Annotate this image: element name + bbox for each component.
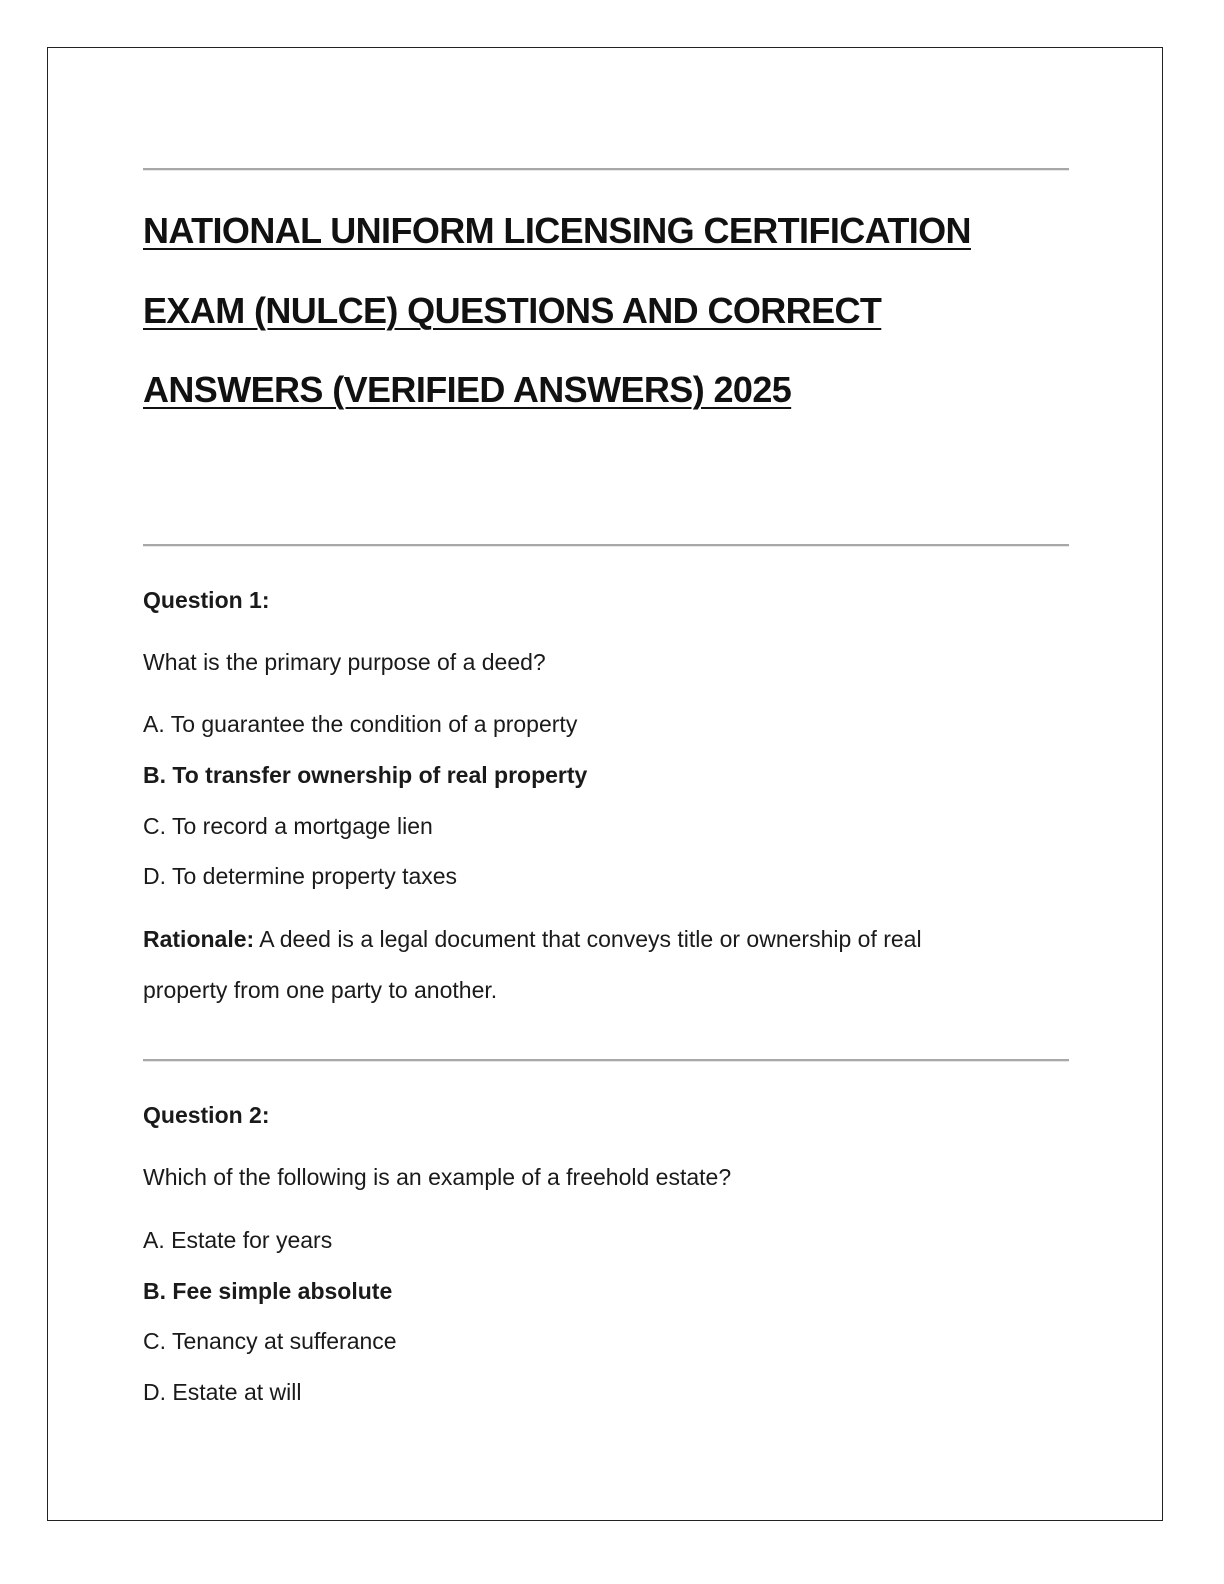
question-1-option-c: C. To record a mortgage lien bbox=[143, 813, 433, 839]
document-title-line-3: ANSWERS (VERIFIED ANSWERS) 2025 bbox=[143, 369, 792, 410]
question-1-option-b-correct: B. To transfer ownership of real property bbox=[143, 762, 588, 788]
question-1-prompt: What is the primary purpose of a deed? bbox=[143, 649, 546, 675]
question-2-option-b-correct: B. Fee simple absolute bbox=[143, 1278, 393, 1304]
rationale-text-line-1: A deed is a legal document that conveys title or ownership of real bbox=[254, 926, 922, 952]
question-1-option-a: A. To guarantee the condition of a property bbox=[143, 711, 578, 737]
question-1-heading: Question 1: bbox=[143, 587, 270, 613]
document-title-line-2: EXAM (NULCE) QUESTIONS AND CORRECT bbox=[143, 290, 882, 331]
question-2-heading: Question 2: bbox=[143, 1102, 270, 1128]
horizontal-rule bbox=[143, 1059, 1069, 1062]
question-2-option-a: A. Estate for years bbox=[143, 1227, 333, 1253]
rationale-text-line-2: property from one party to another. bbox=[143, 977, 498, 1003]
horizontal-rule bbox=[143, 168, 1069, 171]
question-2-option-d: D. Estate at will bbox=[143, 1379, 302, 1405]
document-title-line-1: NATIONAL UNIFORM LICENSING CERTIFICATION bbox=[143, 210, 971, 251]
rationale-label: Rationale: bbox=[143, 926, 255, 952]
question-2-prompt: Which of the following is an example of a freehold estate? bbox=[143, 1164, 732, 1190]
question-2-option-c: C. Tenancy at sufferance bbox=[143, 1328, 397, 1354]
question-1-rationale bbox=[143, 926, 922, 953]
question-1-option-d: D. To determine property taxes bbox=[143, 863, 458, 889]
horizontal-rule bbox=[143, 544, 1069, 547]
